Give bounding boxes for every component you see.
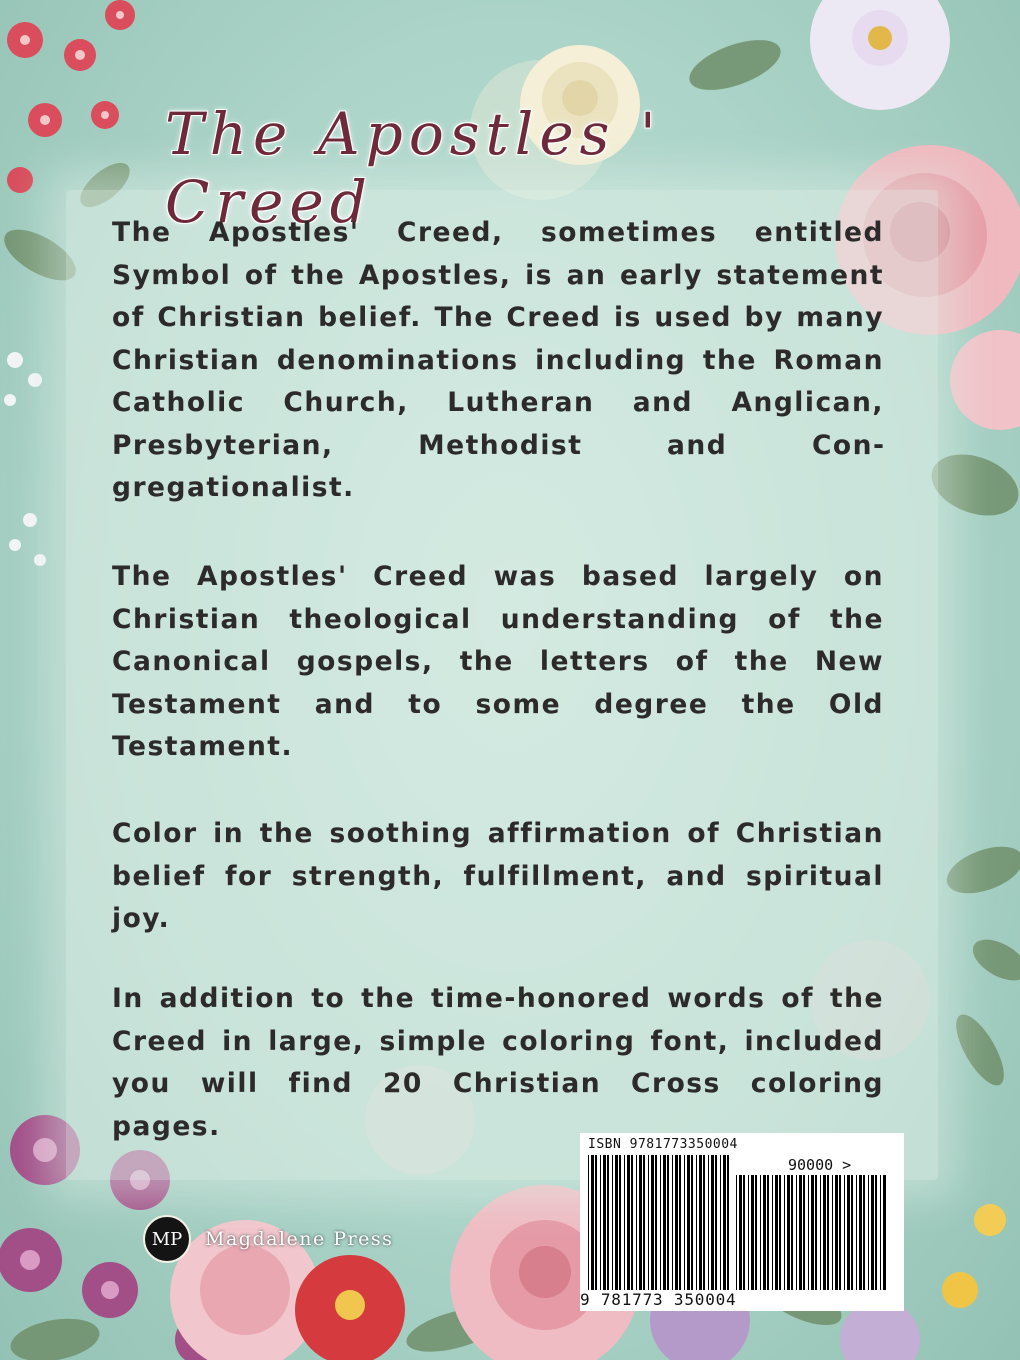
barcode-bar (796, 1175, 797, 1290)
barcode-bar (883, 1175, 886, 1290)
barcode-bar (803, 1175, 805, 1290)
barcode-bar (751, 1175, 754, 1290)
barcode-bar (808, 1175, 809, 1290)
barcode-bar (699, 1155, 702, 1290)
barcode-bar (859, 1175, 862, 1290)
barcode-bar (760, 1175, 761, 1290)
barcode-bar (624, 1155, 625, 1290)
description-paragraph-3: Color in the soothing affirmation of Christian belief for strength, fulfillment, and spiritual joy. (112, 818, 884, 934)
barcode-bar (588, 1155, 589, 1290)
barcode-bar (856, 1175, 857, 1290)
barcode-bar (703, 1155, 705, 1290)
barcode-bar (715, 1155, 717, 1290)
barcode-bar (636, 1155, 637, 1290)
barcode-bar (708, 1155, 709, 1290)
barcode-bar (748, 1175, 749, 1290)
barcode-bar (755, 1175, 757, 1290)
barcode-bar (675, 1155, 678, 1290)
barcode-bar (868, 1175, 869, 1290)
publisher-logo: MP (143, 1215, 191, 1263)
barcode-bar (839, 1175, 841, 1290)
barcode-bar (863, 1175, 865, 1290)
barcode-bar (767, 1175, 769, 1290)
barcode-bar (835, 1175, 838, 1290)
barcode-bars-main (588, 1155, 730, 1290)
barcode-bar (723, 1155, 726, 1290)
barcode-bar (727, 1155, 729, 1290)
barcode-bar (844, 1175, 845, 1290)
barcode-bar (691, 1155, 693, 1290)
barcode-bar (648, 1155, 649, 1290)
barcode-bar (607, 1155, 609, 1290)
barcode-bar (820, 1175, 821, 1290)
description-paragraph-4: In addition to the time-honored words of the Creed in large, simple coloring font, included you will find 20 Christian Cross coloring pages. (112, 983, 884, 1142)
barcode-bar (799, 1175, 802, 1290)
barcode-bar (847, 1175, 850, 1290)
barcode-bar (639, 1155, 642, 1290)
barcode-bar (784, 1175, 785, 1290)
barcode-bar (660, 1155, 661, 1290)
barcode-bar (775, 1175, 778, 1290)
barcode-bar (595, 1155, 597, 1290)
barcode-bar (832, 1175, 833, 1290)
barcode-bar (619, 1155, 621, 1290)
isbn-label: ISBN 9781773350004 (588, 1137, 738, 1152)
barcode-bar (603, 1155, 606, 1290)
barcode-bar (851, 1175, 853, 1290)
description-paragraph-2: The Apostles' Creed was based largely on Christian theological understanding of the Canonical gospels, the letters of the New Testament and to some degree the Old Testament. (112, 561, 884, 762)
barcode-bar (791, 1175, 793, 1290)
barcode-bar (631, 1155, 633, 1290)
barcode-bar (684, 1155, 685, 1290)
barcode-bar (687, 1155, 690, 1290)
barcode-bar (615, 1155, 618, 1290)
barcode-bar (880, 1175, 881, 1290)
barcode-bar (711, 1155, 714, 1290)
barcode-bar (655, 1155, 657, 1290)
barcode-bar (720, 1155, 721, 1290)
barcode-bar (672, 1155, 673, 1290)
barcode-bar (736, 1175, 737, 1290)
barcode-bar (651, 1155, 654, 1290)
description-paragraph-1: The Apostles' Creed, sometimes entitled Symbol of the Apostles, is an early statement of Christian belief. The Creed is used by many Christian denominations including the Roman Catholic Church, Lutheran and Anglican, Presbyterian, Methodist and Congregationalist. (112, 217, 884, 503)
cover-title: The Apostles ' Creed (165, 100, 662, 236)
barcode-bar (591, 1155, 594, 1290)
barcode-bar (875, 1175, 877, 1290)
isbn-barcode (580, 1133, 904, 1311)
barcode-bar (600, 1155, 601, 1290)
barcode-bar (823, 1175, 826, 1290)
barcode-bar (772, 1175, 773, 1290)
barcode-bar (612, 1155, 613, 1290)
publisher-imprint (143, 1215, 393, 1263)
barcode-bar (663, 1155, 666, 1290)
barcode-bar (787, 1175, 790, 1290)
barcode-bar (739, 1175, 742, 1290)
barcode-bars-addon (736, 1175, 888, 1290)
barcode-bar (827, 1175, 829, 1290)
barcode-bar (643, 1155, 645, 1290)
barcode-bar (779, 1175, 781, 1290)
barcode-bar (811, 1175, 814, 1290)
barcode-bar (743, 1175, 745, 1290)
barcode-bar (696, 1155, 697, 1290)
barcode-number: 9 781773 350004 (580, 1290, 737, 1309)
price-code: 90000 > (788, 1156, 852, 1174)
barcode-bar (815, 1175, 817, 1290)
barcode-bar (667, 1155, 669, 1290)
barcode-bar (871, 1175, 874, 1290)
barcode-bar (679, 1155, 681, 1290)
barcode-bar (627, 1155, 630, 1290)
publisher-name: Magdalene Press (205, 1228, 394, 1250)
barcode-bar (763, 1175, 766, 1290)
